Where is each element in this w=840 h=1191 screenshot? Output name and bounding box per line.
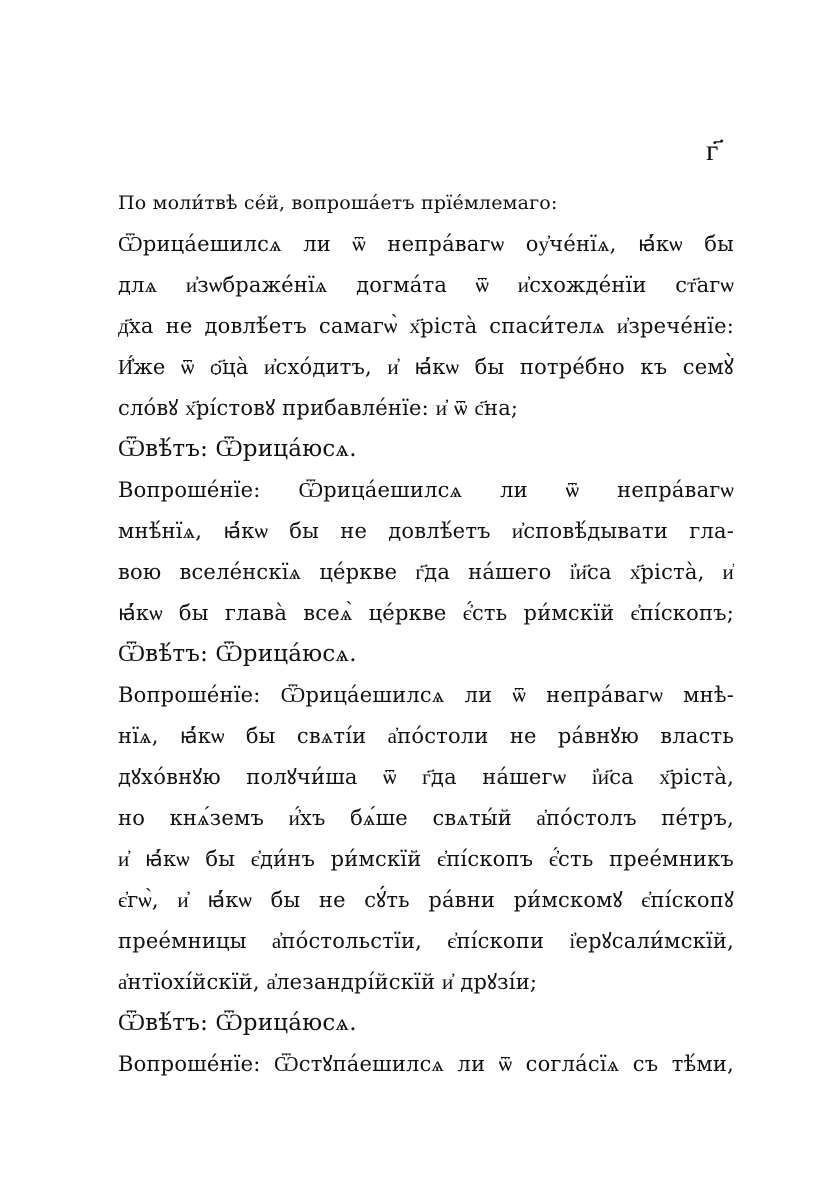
text-line: но кнѧ́земъ и҆́хъ бѧ́ше свѧты́й а҆по́столъ пе́тръ, xyxy=(118,806,734,830)
text-line: Ѿрица́ешилсѧ ли ѿ непра́вагѡ оу҆че́нїѧ, ꙗ҆́кѡ бы xyxy=(118,232,734,256)
question-line: Вопроше́нїе: Ѿрица́ешилсѧ ли ѿ непра́вагѡ xyxy=(118,478,734,502)
text-line: По моли́твѣ се́й, вопроша́етъ прїе́млемаго: xyxy=(118,192,558,214)
text-line: ꙗ҆́кѡ бы глава̀ всеѧ̀ це́ркве є҆́сть ри́мскїй є҆пі́скопъ; xyxy=(118,601,734,625)
text-line: дꙋхо́внꙋю полꙋчи́ша ѿ г҃да на́шегѡ і҆̓и҃са х҃ріста̀, xyxy=(118,765,734,789)
text-line: сло́вꙋ х҃рі́стовꙋ прибавле́нїе: и҆ ѿ с҃на; xyxy=(118,396,519,420)
text-line: прее́мницы а҆по́стольстїи, є҆пі́скопи і҆ерꙋсали́мскїй, xyxy=(118,929,734,953)
text-line: вою вселе́нскїѧ це́ркве г҃да на́шего і҆̓и҃са х҃ріста̀, и҆ xyxy=(118,560,734,584)
text-line: а҆нтїохі́йскїй, а҆лезандрі́йскїй и҆ дрꙋзі́и; xyxy=(118,970,538,994)
text-line: и҆ ꙗ҆́кѡ бы є҆ди́нъ ри́мскїй є҆пі́скопъ є҆́сть прее́мникъ xyxy=(118,847,734,871)
text-block xyxy=(118,183,734,1085)
answer-line: Ѿвѣ́тъ: Ѿрица́юсѧ. xyxy=(118,1010,357,1036)
page-number: г҃ xyxy=(706,133,719,168)
text-line: д҃ха не довлѣ́етъ самагѡ̀ х҃ріста̀ спаси́телѧ и҆зрече́нїе: xyxy=(118,314,734,338)
question-line: Вопроше́нїе: Ѿстꙋпа́ешилсѧ ли ѿ согла́сїѧ съ тѣ́ми, xyxy=(118,1052,734,1076)
answer-line: Ѿвѣ́тъ: Ѿрица́юсѧ. xyxy=(118,436,357,462)
text-line: нїѧ, ꙗ҆́кѡ бы свѧті́и а҆по́столи не ра́внꙋю власть xyxy=(118,724,734,748)
text-line: є҆гѡ̀, и҆ ꙗ҆́кѡ бы не сꙋ́ть ра́вни ри́мскомꙋ є҆пі́скопꙋ xyxy=(118,888,734,912)
text-line: мнѣ́нїѧ, ꙗ҆́кѡ бы не довлѣ́етъ и҆сповѣ́дывати гла- xyxy=(118,519,734,543)
text-line: И҆́же ѿ ѻ҃ца̀ и҆схо́дитъ, и҆ ꙗ҆́кѡ бы потре́бно къ семꙋ̀ xyxy=(118,355,734,379)
question-line: Вопроше́нїе: Ѿрица́ешилсѧ ли ѿ непра́вагѡ мнѣ- xyxy=(118,683,734,707)
answer-line: Ѿвѣ́тъ: Ѿрица́юсѧ. xyxy=(118,641,357,667)
text-line: длѧ и҆зѡбраже́нїѧ догма́та ѿ и҆схожде́нїи ст҃агѡ xyxy=(118,273,734,297)
